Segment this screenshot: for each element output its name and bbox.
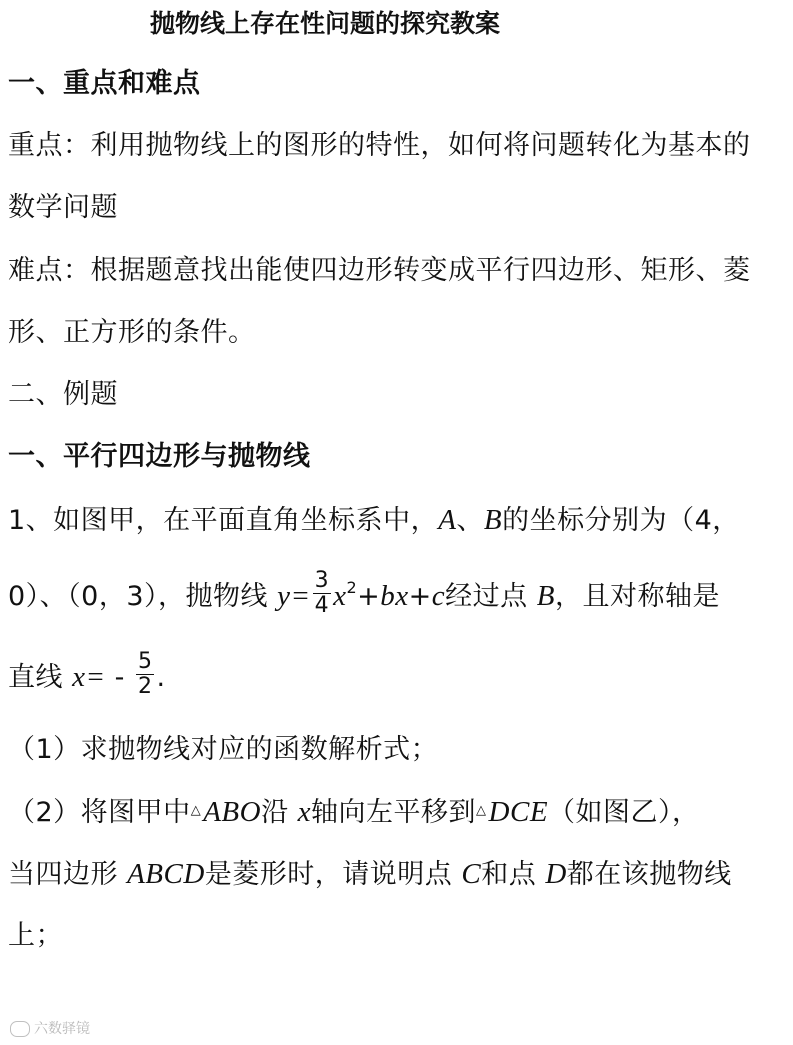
- separator: 、: [456, 505, 484, 536]
- key-point-line-1: 重点：利用抛物线上的图形的特性，如何将问题转化为基本的: [8, 130, 751, 161]
- triangle-abo-label: ABO: [203, 796, 262, 828]
- formula-plus: +: [357, 581, 381, 612]
- difficulty-line-2: 形、正方形的条件。: [8, 317, 256, 348]
- x-axis-label: x: [297, 796, 312, 828]
- triangle-symbol: △: [190, 802, 202, 818]
- question-1: （1）求抛物线对应的函数解析式；: [8, 734, 439, 765]
- fraction-denominator: 2: [137, 674, 153, 699]
- point-d-label: D: [545, 858, 567, 890]
- problem-text: 轴向左平移到: [311, 797, 477, 828]
- triangle-symbol: △: [476, 802, 487, 818]
- section-heading-examples: 二、例题: [8, 379, 118, 410]
- watermark-text: 六数驿镜: [34, 1021, 90, 1037]
- fraction-denominator: 4: [314, 593, 330, 618]
- problem-text: 0）、（0，3），抛物线: [8, 581, 278, 612]
- formula-x: x: [333, 580, 347, 612]
- page-title: 抛物线上存在性问题的探究教案: [150, 9, 501, 38]
- formula-y-equals: y=: [277, 580, 311, 612]
- problem-text: 的坐标分别为（4，: [502, 505, 740, 536]
- formula-bx: bx: [380, 580, 409, 612]
- point-b-label: B: [483, 504, 503, 536]
- problem-text: 当四边形: [8, 859, 128, 890]
- triangle-dce-label: DCE: [488, 796, 549, 828]
- formula-x-equals: x=: [72, 661, 106, 693]
- quadrilateral-abcd-label: ABCD: [127, 858, 205, 890]
- section-heading-key-points: 一、重点和难点: [8, 68, 201, 99]
- problem-text: （2）将图甲中: [8, 797, 191, 828]
- problem-text: 都在该抛物线: [566, 859, 732, 890]
- difficulty-line-1: 难点：根据题意找出能使四边形转变成平行四边形、矩形、菱: [8, 255, 751, 286]
- key-point-line-2: 数学问题: [8, 192, 118, 223]
- problem-text: 1、如图甲，在平面直角坐标系中，: [8, 505, 439, 536]
- point-c-label: C: [461, 858, 482, 890]
- problem-text: 经过点: [445, 581, 537, 612]
- watermark: [10, 1018, 90, 1038]
- problem-text: 沿: [261, 797, 298, 828]
- fraction-three-quarters: [313, 570, 332, 617]
- formula-exponent: 2: [346, 578, 358, 597]
- fraction-numerator: 5: [137, 649, 153, 674]
- fraction-numerator: 3: [314, 568, 330, 593]
- section-heading-parallelogram: 一、平行四边形与抛物线: [8, 441, 311, 472]
- problem-line-2: [8, 568, 720, 621]
- problem-line-3: [8, 649, 166, 702]
- problem-text: ，且对称轴是: [554, 581, 720, 612]
- problem-line-1: [8, 502, 740, 539]
- problem-text: （如图乙），: [548, 797, 700, 828]
- question-2-line-1: [8, 794, 700, 832]
- question-2-line-3: 上；: [8, 920, 63, 951]
- fraction-five-halves: [136, 651, 155, 698]
- problem-text: 直线: [8, 662, 73, 693]
- problem-text: 是菱形时，请说明点: [204, 859, 462, 890]
- problem-text: 和点: [481, 859, 546, 890]
- period: .: [156, 662, 166, 693]
- formula-minus: -: [105, 662, 134, 693]
- point-a-label: A: [438, 504, 457, 536]
- formula-c: c: [431, 580, 446, 612]
- watermark-logo-icon: [10, 1021, 30, 1037]
- question-2-line-2: [8, 856, 732, 893]
- point-b-label: B: [536, 580, 555, 612]
- formula-plus: +: [408, 581, 432, 612]
